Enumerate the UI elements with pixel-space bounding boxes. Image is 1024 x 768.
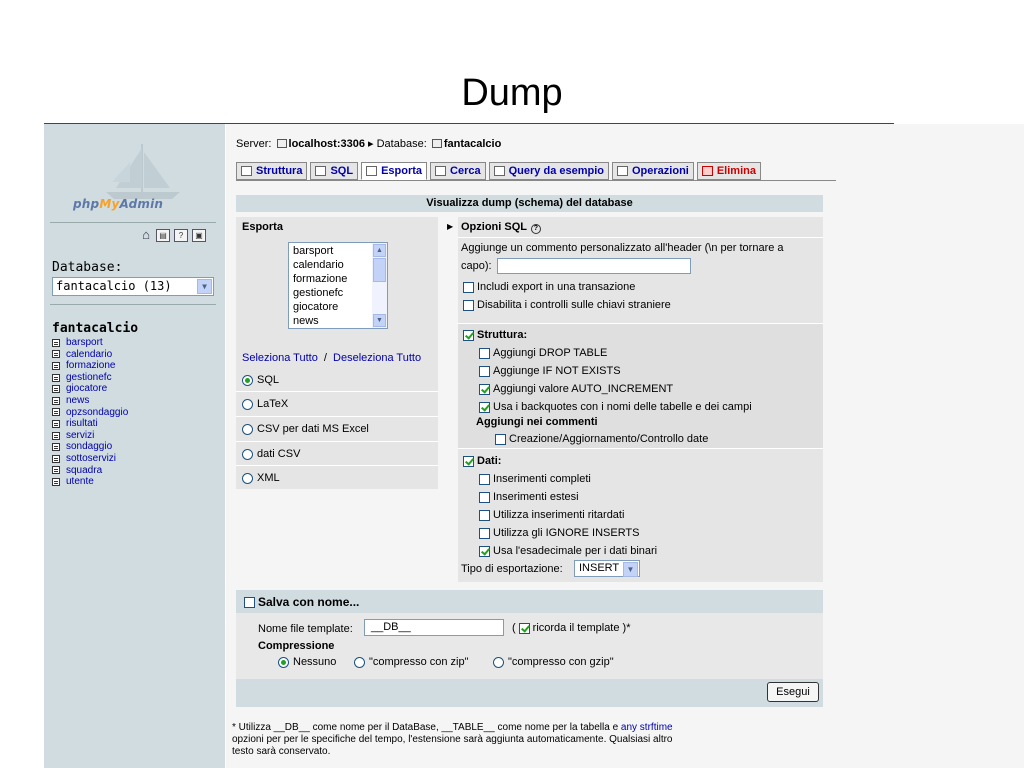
logo-php: php — [73, 197, 100, 211]
data-option[interactable] — [463, 453, 501, 469]
table-name[interactable]: sondaggio — [66, 441, 113, 453]
listbox-item[interactable]: giocatore — [293, 301, 339, 313]
slide-title: Dump — [461, 72, 563, 114]
checkbox-label[interactable]: Aggiungi DROP TABLE — [493, 347, 608, 359]
listbox-item[interactable]: gestionefc — [293, 287, 344, 299]
option-divider — [458, 237, 823, 238]
format-option-xml[interactable] — [242, 467, 280, 489]
tables-listbox[interactable] — [288, 242, 388, 329]
link-separator: / — [323, 352, 327, 364]
table-icon[interactable] — [52, 443, 60, 451]
server-icon — [277, 139, 287, 148]
database-icon — [432, 139, 442, 148]
footnote-text: * Utilizza __DB__ come nome per il DataBase, __TABLE__ come nome per la tabella e — [232, 722, 621, 733]
listbox-item[interactable]: news — [293, 315, 319, 327]
tab-baseline — [236, 180, 836, 181]
tab-struttura[interactable] — [236, 162, 307, 180]
sidebar-table-item[interactable] — [52, 430, 128, 442]
backquotes-option[interactable] — [479, 399, 752, 415]
checkbox-label[interactable]: Salva con nome... — [258, 595, 360, 609]
submit-button[interactable]: Esegui — [767, 682, 819, 702]
tab-operazioni[interactable] — [612, 162, 694, 180]
breadcrumb-arrow-icon: ▸ — [368, 138, 374, 150]
comment-label: Aggiunge un commento personalizzato all'header (\n per tornare a — [461, 242, 784, 254]
option-divider — [236, 416, 438, 417]
tab-label: Elimina — [716, 165, 756, 177]
database-label: Database: — [376, 138, 427, 150]
sql-options-title — [461, 221, 541, 234]
export-title: Esporta — [242, 221, 283, 233]
checkbox-label[interactable]: Aggiunge IF NOT EXISTS — [493, 365, 621, 377]
checkbox-label[interactable]: Creazione/Aggiornamento/Controllo date — [509, 433, 709, 445]
deselect-all-link[interactable]: Deseleziona Tutto — [333, 352, 422, 364]
compression-zip[interactable] — [354, 651, 469, 673]
tab-label: Query da esempio — [508, 165, 604, 177]
logo-admin: Admin — [119, 197, 164, 211]
checkbox-label[interactable]: Inserimenti completi — [493, 473, 591, 485]
format-option-csv-excel[interactable] — [242, 418, 369, 440]
tab-label: Esporta — [381, 165, 423, 177]
export-type-label: Tipo di esportazione: — [461, 563, 563, 575]
structure-option[interactable] — [463, 327, 527, 343]
checkbox[interactable] — [479, 474, 490, 485]
include-transaction-option[interactable] — [463, 279, 635, 295]
server-link[interactable]: localhost:3306 — [288, 138, 365, 150]
disable-fk-option[interactable] — [463, 297, 671, 313]
footnote-text: opzioni per per le specifiche del tempo, l'estensione sarà aggiunta automaticamente. Qualsiasi altro — [232, 734, 673, 745]
phpmyadmin-logo[interactable] — [73, 197, 163, 211]
save-as-header — [236, 590, 823, 613]
chevron-down-icon[interactable]: ▼ — [373, 314, 386, 327]
complete-inserts-option[interactable] — [479, 471, 591, 487]
checkbox-label[interactable]: Utilizza gli IGNORE INSERTS — [493, 527, 640, 539]
listbox-item[interactable]: calendario — [293, 259, 344, 271]
table-name[interactable]: news — [66, 394, 90, 406]
table-icon[interactable] — [52, 478, 60, 486]
comments-heading: Aggiungi nei commenti — [476, 416, 598, 428]
table-name[interactable]: servizi — [66, 429, 95, 441]
table-name[interactable]: gestionefc — [66, 371, 112, 383]
table-icon[interactable] — [52, 466, 60, 474]
save-as-body — [236, 613, 823, 679]
checkbox[interactable] — [479, 366, 490, 377]
export-type-select[interactable] — [574, 560, 640, 577]
checkbox[interactable] — [479, 402, 490, 413]
tab-elimina[interactable] — [697, 162, 761, 180]
drop-table-option[interactable] — [479, 345, 607, 361]
checkbox-label[interactable]: ricorda il template )* — [532, 622, 631, 634]
sidebar-table-item[interactable] — [52, 453, 128, 465]
checkbox[interactable] — [495, 434, 506, 445]
checkbox-label[interactable]: Usa i backquotes con i nomi delle tabelle e dei campi — [493, 401, 752, 413]
radio-label[interactable]: Nessuno — [293, 656, 337, 668]
scrollbar-thumb[interactable] — [373, 258, 386, 282]
table-name[interactable]: barsport — [66, 337, 103, 348]
sidebar-table-item[interactable] — [52, 349, 128, 361]
table-icon[interactable] — [52, 339, 60, 347]
checkbox[interactable] — [479, 348, 490, 359]
breadcrumb — [236, 137, 501, 150]
compression-heading: Compressione — [258, 640, 335, 652]
server-label: Server: — [236, 138, 272, 150]
footnote — [232, 722, 792, 758]
radio-label[interactable]: "compresso con gzip" — [508, 656, 614, 668]
checkbox[interactable] — [463, 282, 474, 293]
sql-query-icon[interactable]: ▤ — [156, 229, 170, 242]
docs-icon[interactable]: ? — [174, 229, 188, 242]
section-arrow-icon: ▶ — [447, 222, 454, 231]
radio-button[interactable] — [493, 657, 504, 668]
auto-increment-option[interactable] — [479, 381, 673, 397]
export-panel — [236, 217, 438, 489]
delayed-inserts-option[interactable] — [479, 507, 624, 523]
ship-logo-icon — [102, 142, 184, 202]
table-icon[interactable] — [52, 385, 60, 393]
table-list — [52, 337, 128, 488]
listbox-item[interactable]: barsport — [293, 245, 334, 257]
structure-icon — [241, 166, 252, 176]
table-name[interactable]: sottoservizi — [66, 452, 117, 464]
home-icon[interactable]: ⌂ — [142, 227, 150, 242]
help-icon[interactable]: ? — [531, 224, 541, 234]
checkbox-label[interactable]: Inserimenti estesi — [493, 491, 579, 503]
checkbox-label[interactable]: Aggiungi valore AUTO_INCREMENT — [493, 383, 674, 395]
radio-label[interactable]: "compresso con zip" — [369, 656, 469, 668]
radio-button[interactable] — [242, 473, 253, 484]
logo-my: My — [99, 197, 120, 211]
table-icon[interactable] — [52, 374, 60, 382]
ignore-inserts-option[interactable] — [479, 525, 640, 541]
panel-title: Visualizza dump (schema) del database — [236, 195, 823, 212]
option-divider — [458, 448, 823, 449]
checkbox-label[interactable]: Utilizza inserimenti ritardati — [493, 509, 625, 521]
remember-open-paren: ( — [512, 622, 516, 634]
select-all-link[interactable]: Seleziona Tutto — [242, 352, 318, 364]
radio-label[interactable]: LaTeX — [257, 398, 289, 410]
table-name[interactable]: formazione — [66, 360, 116, 372]
database-link[interactable]: fantacalcio — [443, 138, 502, 150]
checkbox-label[interactable]: Includi export in una transazione — [477, 281, 636, 293]
listbox-item[interactable]: formazione — [293, 273, 348, 285]
table-name[interactable]: opzsondaggio — [66, 406, 129, 418]
listbox-scrollbar[interactable] — [372, 243, 387, 328]
sql-options-title-text: Opzioni SQL — [461, 221, 527, 233]
checkbox[interactable] — [244, 597, 255, 608]
template-label: Nome file template: — [258, 623, 353, 635]
checkbox[interactable] — [463, 456, 474, 467]
comment-label-cont: capo): — [461, 260, 492, 272]
selection-links — [242, 352, 421, 364]
checkbox[interactable] — [479, 546, 490, 557]
tab-label: Struttura — [256, 165, 303, 177]
tools-icon — [617, 166, 628, 176]
extended-inserts-option[interactable] — [479, 489, 579, 505]
radio-label[interactable]: CSV per dati MS Excel — [257, 423, 369, 435]
chevron-down-icon[interactable]: ▼ — [623, 562, 638, 577]
sidebar-table-item[interactable] — [52, 418, 128, 430]
navigation-frame — [44, 124, 226, 768]
format-option-latex[interactable] — [242, 393, 288, 415]
option-divider — [236, 465, 438, 466]
compression-gzip[interactable] — [493, 651, 614, 673]
remember-template-option[interactable] — [512, 620, 631, 636]
table-icon[interactable] — [52, 397, 60, 405]
export-icon — [366, 166, 377, 176]
radio-label[interactable]: SQL — [257, 374, 280, 386]
tab-query-da-esempio[interactable] — [489, 162, 609, 180]
checkbox-label[interactable]: Dati: — [477, 455, 502, 467]
query-icon — [494, 166, 505, 176]
tab-sql[interactable] — [310, 162, 358, 180]
sidebar-table-item[interactable] — [52, 383, 128, 395]
checkbox[interactable] — [463, 330, 474, 341]
chevron-down-icon[interactable]: ▼ — [197, 279, 212, 294]
database-select[interactable] — [52, 277, 214, 296]
sidebar-table-item[interactable] — [52, 407, 128, 419]
checkbox-label[interactable]: Usa l'esadecimale per i dati binari — [493, 545, 658, 557]
table-icon[interactable] — [52, 455, 60, 463]
tab-label: SQL — [330, 165, 354, 177]
checkbox[interactable] — [479, 528, 490, 539]
tab-cerca[interactable] — [430, 162, 486, 180]
sidebar-table-item[interactable] — [52, 476, 128, 488]
checkbox-label[interactable]: Disabilita i controlli sulle chiavi straniere — [477, 299, 671, 311]
sidebar-table-item[interactable] — [52, 441, 128, 453]
checkbox[interactable] — [479, 492, 490, 503]
sql-options-panel — [458, 217, 823, 582]
export-type-value: INSERT — [579, 562, 620, 574]
option-divider — [236, 441, 438, 442]
footnote-text: testo sarà conservato. — [232, 746, 331, 757]
table-icon[interactable] — [52, 362, 60, 370]
database-name-link[interactable]: fantacalcio — [52, 321, 139, 336]
table-icon[interactable] — [52, 350, 60, 358]
checkbox-label[interactable]: Struttura: — [477, 329, 528, 341]
chevron-up-icon[interactable]: ▲ — [373, 244, 386, 257]
radio-button[interactable] — [242, 375, 253, 386]
hex-binary-option[interactable] — [479, 543, 657, 559]
radio-label[interactable]: XML — [257, 472, 280, 484]
table-icon[interactable] — [52, 408, 60, 416]
sidebar-table-item[interactable] — [52, 372, 128, 384]
sidebar-icon-bar — [140, 229, 206, 242]
checkbox[interactable] — [463, 300, 474, 311]
sidebar-table-item[interactable] — [52, 337, 128, 349]
sidebar-divider — [50, 222, 216, 223]
header-comment-input[interactable] — [497, 258, 691, 274]
save-as-option[interactable] — [244, 594, 359, 610]
sidebar-divider — [50, 304, 216, 305]
tab-esporta[interactable] — [361, 162, 427, 180]
radio-button[interactable] — [242, 424, 253, 435]
sidebar-table-item[interactable] — [52, 360, 128, 372]
strftime-link[interactable]: any strftime — [620, 722, 673, 733]
checkbox[interactable] — [479, 384, 490, 395]
main-frame — [226, 124, 1024, 768]
format-option-sql[interactable] — [242, 369, 279, 391]
radio-button[interactable] — [242, 399, 253, 410]
option-divider — [458, 323, 823, 324]
sql-icon — [315, 166, 326, 176]
radio-button[interactable] — [354, 657, 365, 668]
tab-label: Operazioni — [632, 165, 689, 177]
checkbox[interactable] — [479, 510, 490, 521]
table-icon[interactable] — [52, 432, 60, 440]
database-label: Database: — [52, 260, 123, 275]
sidebar-table-item[interactable] — [52, 465, 128, 477]
option-divider — [236, 391, 438, 392]
tab-label: Cerca — [450, 165, 481, 177]
sidebar-table-item[interactable] — [52, 395, 128, 407]
format-option-csv[interactable] — [242, 443, 300, 465]
radio-button[interactable] — [278, 657, 289, 668]
radio-label[interactable]: dati CSV — [257, 448, 301, 460]
table-icon[interactable] — [52, 420, 60, 428]
table-name[interactable]: squadra — [66, 464, 103, 476]
if-not-exists-option[interactable] — [479, 363, 621, 379]
table-name[interactable]: risultati — [66, 418, 98, 430]
delete-icon — [702, 166, 713, 176]
radio-button[interactable] — [242, 449, 253, 460]
checkbox[interactable] — [519, 623, 530, 634]
help-icon[interactable]: ▣ — [192, 229, 206, 242]
template-filename-input[interactable]: __DB__ — [364, 619, 504, 636]
dates-option[interactable] — [495, 431, 708, 447]
search-icon — [435, 166, 446, 176]
table-name[interactable]: calendario — [66, 348, 113, 360]
table-name[interactable]: giocatore — [66, 383, 108, 395]
database-select-value: fantacalcio (13) — [56, 279, 172, 293]
compression-none[interactable] — [278, 651, 336, 673]
submit-bar — [236, 679, 823, 707]
table-name[interactable]: utente — [66, 476, 94, 488]
tab-bar — [236, 162, 761, 180]
